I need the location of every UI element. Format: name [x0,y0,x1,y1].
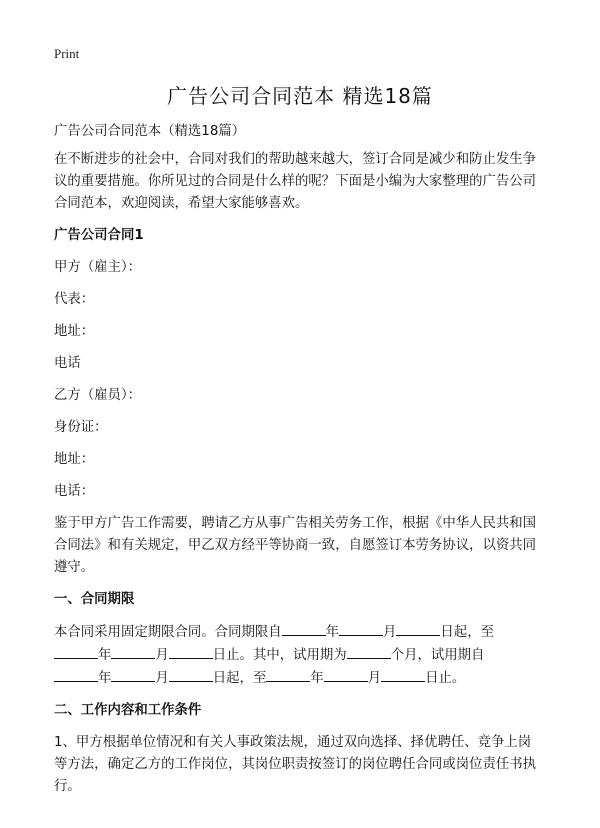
preamble-line: 鉴于甲方广告工作需要，聘请乙方从事广告相关劳务工作，根据《中华人民共和国 [54,516,537,531]
blank-line [381,667,425,682]
work-line: 1、甲方根据单位情况和有关人事政策法规，通过双向选择、择优聘任、竞争上岗 [54,735,532,750]
blank-line [282,621,326,636]
document-body [54,121,554,808]
term-text: 日起，至 [440,625,494,640]
month-label: 月 [367,671,382,686]
blank-line [396,621,440,636]
blank-line [111,667,155,682]
term-text: 日止。 [425,671,466,686]
party-b-field: 乙方（雇员）： [54,388,142,403]
intro-line: 议的重要措施。你所见过的合同是什么样的呢？下面是小编为大家整理的广告公司 [54,174,537,189]
term-text: 个月，试用期自 [390,648,485,663]
blank-line [54,644,98,659]
phone-a-field: 电话 [54,356,81,371]
representative-field: 代表： [54,292,95,307]
year-label: 年 [310,671,324,686]
year-label: 年 [98,648,112,663]
blank-line [347,644,391,659]
year-label: 年 [98,671,112,686]
work-line: 行。 [54,779,81,794]
year-label: 年 [325,625,340,640]
phone-b-field: 电话： [54,484,95,499]
term-text: 日起，至 [212,671,267,686]
print-label[interactable]: Print [54,46,80,61]
address-b-field: 地址： [54,452,95,467]
blank-line [324,667,368,682]
term-text: 本合同采用固定期限合同。合同期限自 [54,625,282,640]
intro-line: 在不断进步的社会中，合同对我们的帮助越来越大，签订合同是减少和防止发生争 [54,152,537,167]
party-a-field: 甲方（雇主）： [54,260,142,275]
intro-paragraph [54,149,554,215]
intro-line: 合同范本，欢迎阅读，希望大家能够喜欢。 [54,196,309,211]
page-title: 广告公司合同范本 精选18篇 [167,84,433,108]
term-line [54,667,554,690]
blank-line [169,667,213,682]
blank-line [54,667,98,682]
address-a-field: 地址： [54,324,95,339]
id-card-field: 身份证： [54,420,108,435]
term-line [54,621,554,644]
blank-line [169,644,213,659]
blank-line [111,644,155,659]
month-label: 月 [155,648,169,663]
contract-heading: 广告公司合同1 [54,228,144,243]
section-heading-work: 二、工作内容和工作条件 [54,703,202,718]
term-paragraph [54,621,554,690]
document-subtitle: 广告公司合同范本（精选18篇） [54,124,246,139]
month-label: 月 [155,671,169,686]
preamble-line: 遵守。 [54,560,95,575]
preamble-line: 合同法》和有关规定，甲乙双方经平等协商一致，自愿签订本劳务协议，以资共同 [54,538,537,553]
term-text: 日止。其中，试用期为 [212,648,347,663]
term-line [54,644,554,667]
blank-line [266,667,310,682]
work-line: 等方法，确定乙方的工作岗位，其岗位职责按签订的岗位聘任合同或岗位责任书执 [54,757,537,772]
section-heading-term: 一、合同期限 [54,592,135,607]
preamble-paragraph [54,513,554,579]
month-label: 月 [383,625,397,640]
blank-line [339,621,383,636]
work-paragraph [54,732,554,798]
